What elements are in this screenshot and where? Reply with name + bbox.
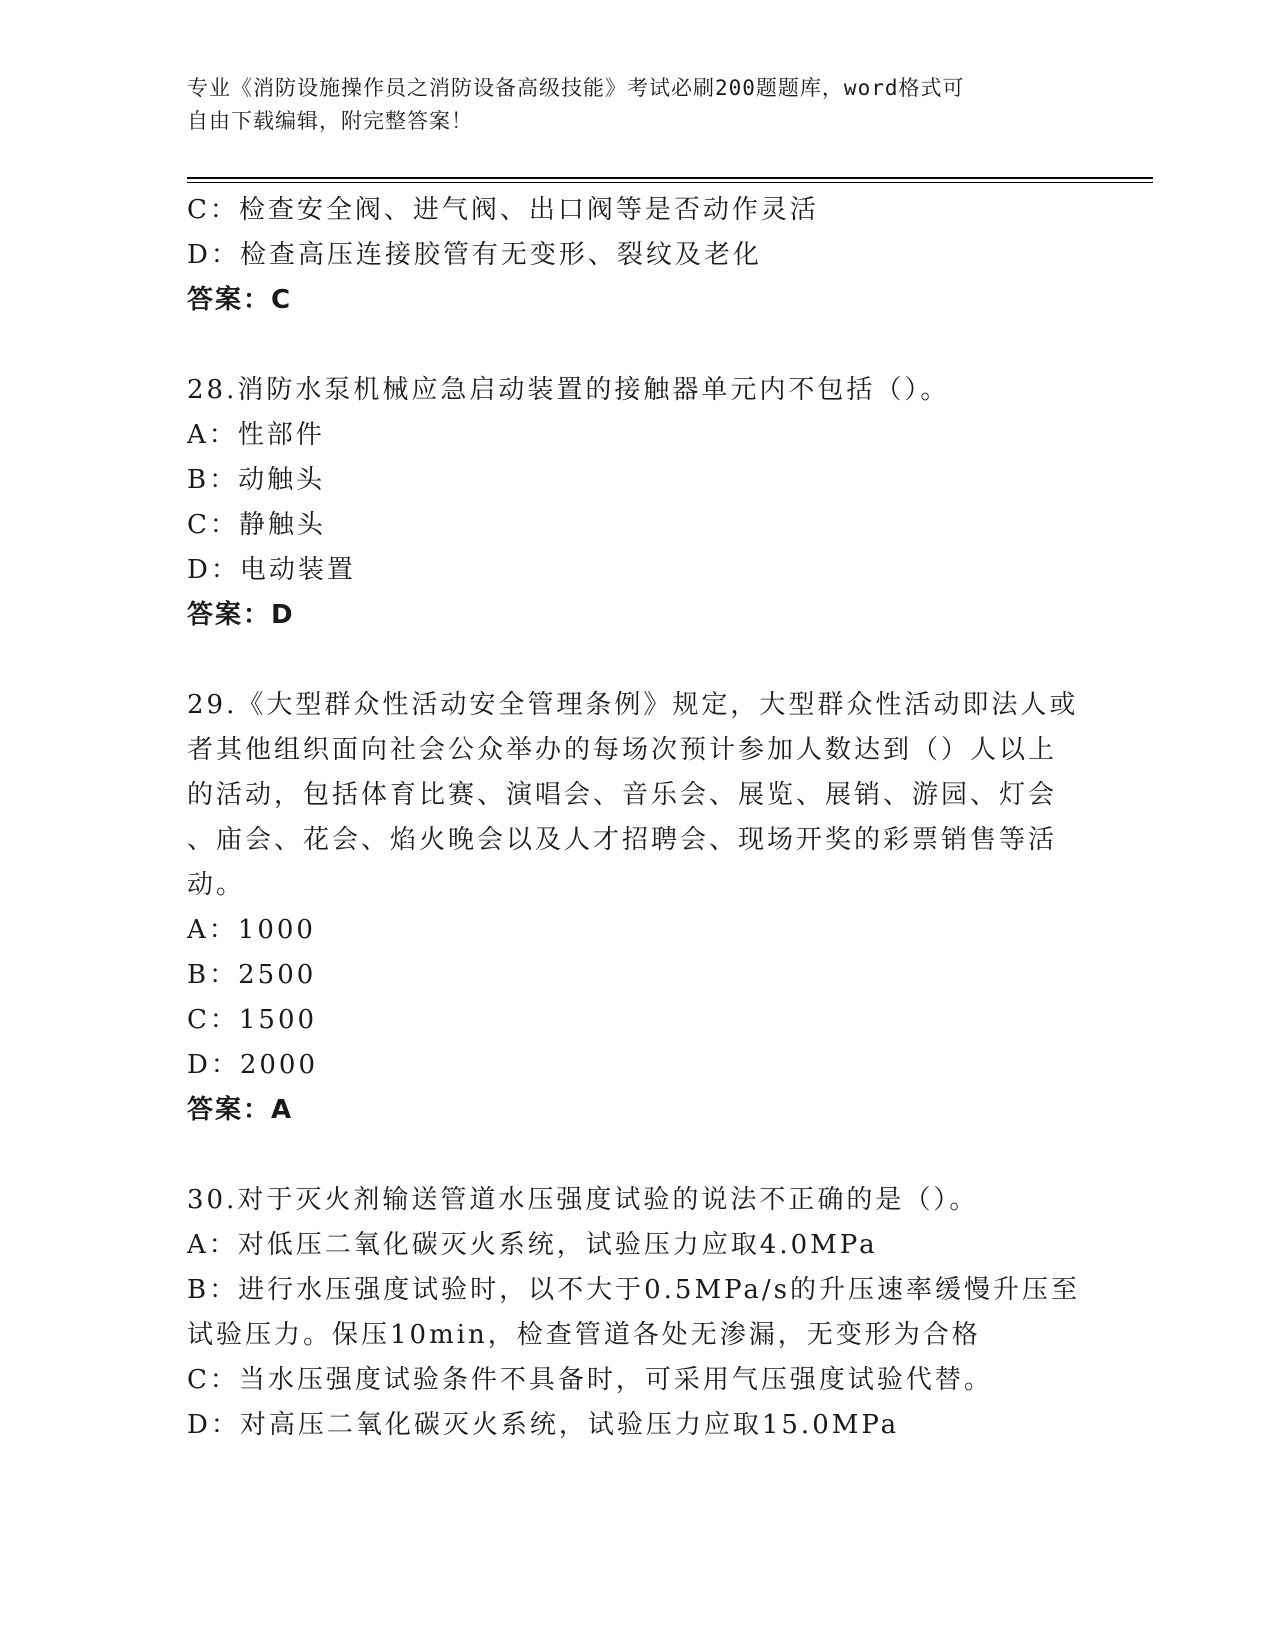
option-d: D：2000 [187, 1050, 319, 1080]
document-header [187, 72, 1087, 138]
question-27 [187, 188, 1107, 323]
option-b: B：2500 [187, 960, 317, 990]
option-c: C：当水压强度试验条件不具备时，可采用气压强度试验代替。 [187, 1365, 993, 1395]
option-d: D：检查高压连接胶管有无变形、裂纹及老化 [187, 240, 762, 270]
option-d: D：对高压二氧化碳灭火系统，试验压力应取15.0MPa [187, 1410, 900, 1440]
option-a: A：性部件 [187, 420, 325, 450]
option-a: A：1000 [187, 915, 316, 945]
spacer [187, 1133, 1107, 1178]
option-b-line-2: 试验压力。保压10min，检查管道各处无渗漏，无变形为合格 [187, 1320, 981, 1350]
question-text-line-2: 者其他组织面向社会公众举办的每场次预计参加人数达到（）人以上 [187, 735, 1058, 765]
option-c: C：1500 [187, 1005, 318, 1035]
option-b: B：动触头 [187, 465, 326, 495]
question-text-line-4: 、庙会、花会、焰火晚会以及人才招聘会、现场开奖的彩票销售等活 [187, 825, 1058, 855]
question-text-line-1: 29.《大型群众性活动安全管理条例》规定，大型群众性活动即法人或 [187, 690, 1079, 720]
question-text-line-5: 动。 [187, 870, 246, 900]
option-c: C：静触头 [187, 510, 326, 540]
option-b-line-1: B：进行水压强度试验时，以不大于0.5MPa/s的升压速率缓慢升压至 [187, 1275, 1081, 1305]
question-28 [187, 368, 1107, 638]
question-29 [187, 683, 1107, 1133]
header-line-2: 自由下载编辑，附完整答案！ [187, 109, 473, 133]
option-d: D：电动装置 [187, 555, 356, 585]
answer: 答案：A [187, 1095, 294, 1125]
question-30 [187, 1178, 1107, 1448]
option-a: A：对低压二氧化碳灭火系统，试验压力应取4.0MPa [187, 1230, 878, 1260]
question-list [187, 188, 1107, 1448]
spacer [187, 323, 1107, 368]
question-text-line-3: 的活动，包括体育比赛、演唱会、音乐会、展览、展销、游园、灯会 [187, 780, 1058, 810]
header-rule-thick [187, 177, 1153, 179]
option-c: C：检查安全阀、进气阀、出口阀等是否动作灵活 [187, 195, 819, 225]
spacer [187, 638, 1107, 683]
answer: 答案：D [187, 600, 295, 630]
question-text: 28.消防水泵机械应急启动装置的接触器单元内不包括（）。 [187, 375, 950, 405]
header-rule-thin [187, 182, 1153, 183]
header-line-1: 专业《消防设施操作员之消防设备高级技能》考试必刷200题题库，word格式可 [187, 76, 965, 100]
question-text: 30.对于灭火剂输送管道水压强度试验的说法不正确的是（）。 [187, 1185, 979, 1215]
answer: 答案：C [187, 285, 293, 315]
